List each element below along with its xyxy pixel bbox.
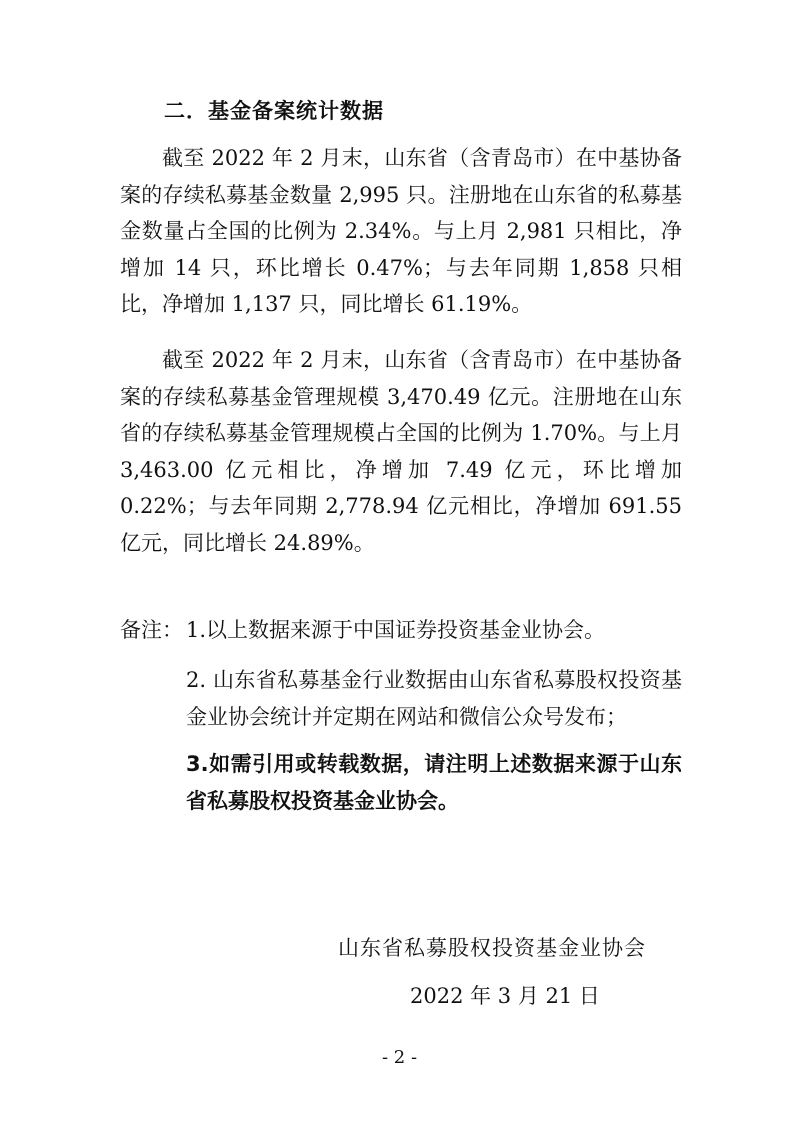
page-number: - 2 - [382, 1047, 418, 1068]
note-item-2: 2. 山东省私募基金行业数据由山东省私募股权投资基金业协会统计并定期在网站和微信公众号发布； [186, 668, 682, 729]
paragraph-fund-count: 截至 2022 年 2 月末，山东省（含青岛市）在中基协备案的存续私募基金数量 2,995 只。注册地在山东省的私募基金数量占全国的比例为 2.34%。与上月 2,981 只相比，净增加 14 只，环比增长 0.47%；与去年同期 1,858 只相比，净增加 1,137 只，同比增长 61.19%。 [120, 146, 682, 316]
note-item-1: 1.以上数据来源于中国证券投资基金业协会。 [186, 618, 606, 642]
notes-section [120, 612, 682, 649]
signature-date: 2022 年 3 月 21 日 [410, 984, 600, 1008]
paragraph-fund-scale: 截至 2022 年 2 月末，山东省（含青岛市）在中基协备案的存续私募基金管理规模 3,470.49 亿元。注册地在山东省的存续私募基金管理规模占全国的比例为 1.70%。与上月 3,463.00 亿元相比，净增加 7.49 亿元，环比增加 0.22%；与去年同期 2,778.94 亿元相比，净增加 691.55 亿元，同比增长 24.89%。 [120, 348, 682, 555]
signature-organization: 山东省私募股权投资基金业协会 [338, 936, 646, 960]
notes-label: 备注： [120, 618, 183, 642]
section-title: 二．基金备案统计数据 [164, 99, 384, 123]
note-item-3: 3.如需引用或转载数据，请注明上述数据来源于山东省私募股权投资基金业协会。 [186, 752, 682, 813]
